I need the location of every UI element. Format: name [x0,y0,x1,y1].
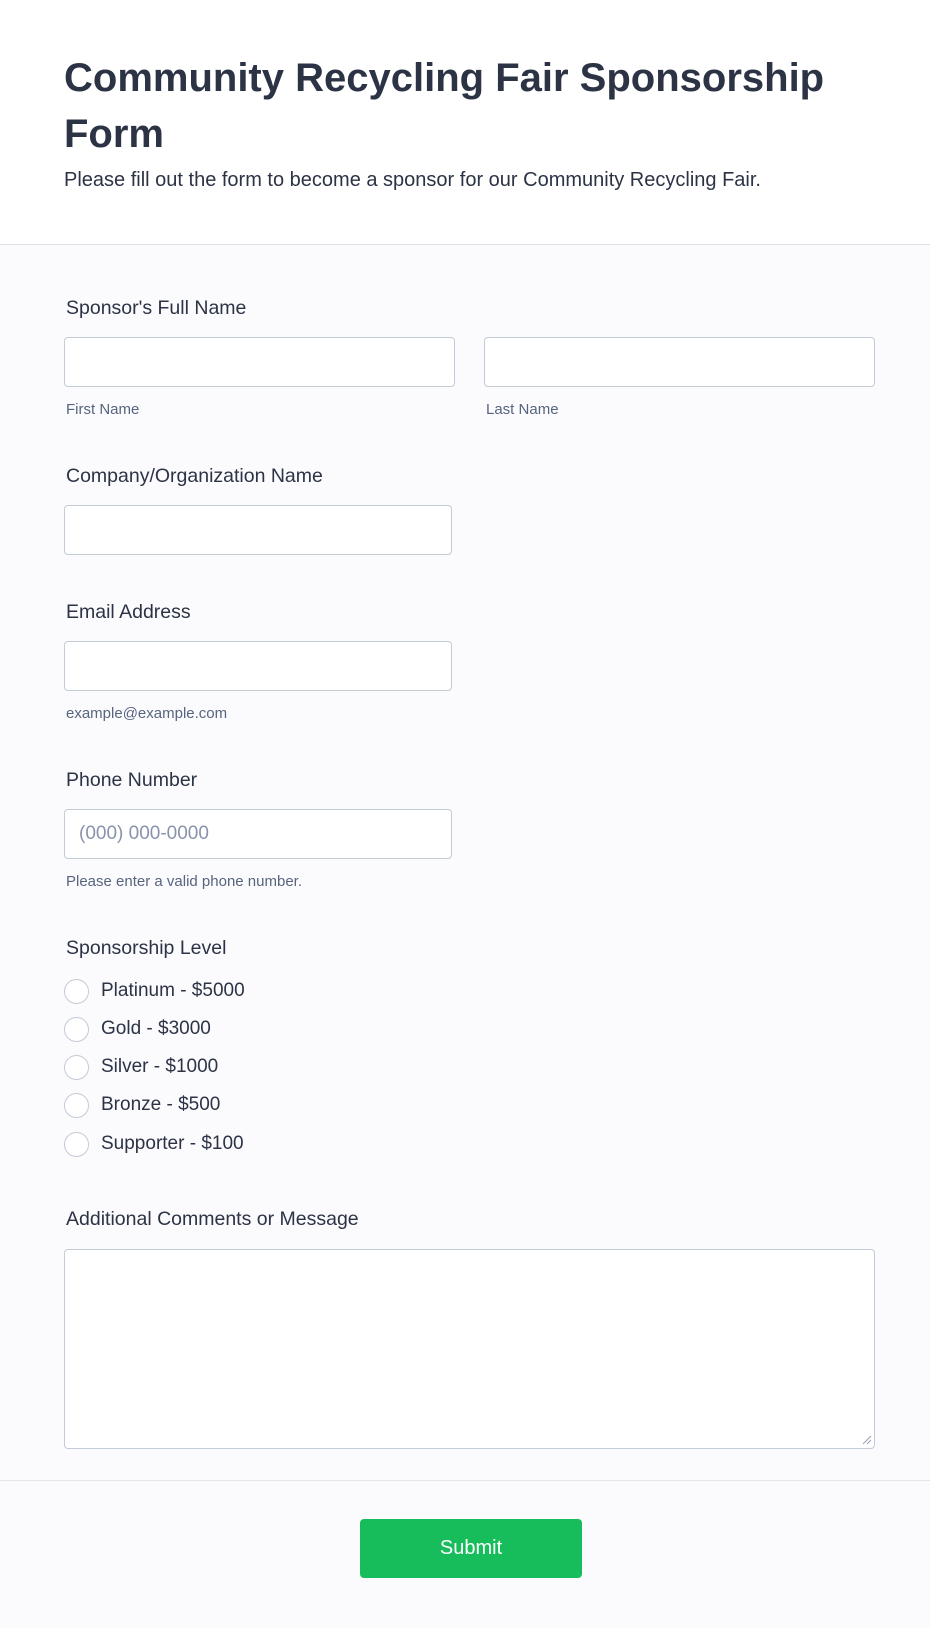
first-name-sublabel: First Name [66,401,140,418]
phone-input[interactable] [64,809,452,859]
resize-handle-icon[interactable] [860,1433,872,1445]
radio-option-bronze[interactable] [64,1091,220,1119]
last-name-input[interactable] [484,337,875,387]
radio-button[interactable] [64,1132,89,1157]
radio-option-supporter[interactable] [64,1130,244,1158]
radio-label: Bronze - $500 [101,1094,221,1115]
comments-label: Additional Comments or Message [66,1208,359,1230]
radio-button[interactable] [64,1017,89,1042]
form-header [0,0,930,245]
radio-option-silver[interactable] [64,1053,218,1081]
radio-label: Supporter - $100 [101,1133,244,1154]
company-input[interactable] [64,505,452,555]
form-title: Community Recycling Fair Sponsorship Form [64,56,825,156]
submit-button[interactable]: Submit [360,1519,582,1578]
phone-label: Phone Number [66,769,198,791]
sponsorship-level-label: Sponsorship Level [66,937,227,959]
company-label: Company/Organization Name [66,465,323,487]
form-subtitle: Please fill out the form to become a sponsor for our Community Recycling Fair. [64,169,761,191]
first-name-input[interactable] [64,337,455,387]
radio-option-platinum[interactable] [64,977,245,1005]
radio-label: Platinum - $5000 [101,980,245,1001]
radio-option-gold[interactable] [64,1015,211,1043]
comments-textarea[interactable] [64,1249,875,1449]
radio-button[interactable] [64,1093,89,1118]
email-input[interactable] [64,641,452,691]
last-name-sublabel: Last Name [486,401,559,418]
radio-label: Silver - $1000 [101,1056,219,1077]
email-sublabel: example@example.com [66,705,228,722]
radio-label: Gold - $3000 [101,1018,211,1039]
phone-sublabel: Please enter a valid phone number. [66,873,302,890]
radio-button[interactable] [64,1055,89,1080]
email-label: Email Address [66,601,191,623]
radio-button[interactable] [64,979,89,1004]
footer-divider [0,1480,930,1481]
full-name-label: Sponsor's Full Name [66,297,247,319]
